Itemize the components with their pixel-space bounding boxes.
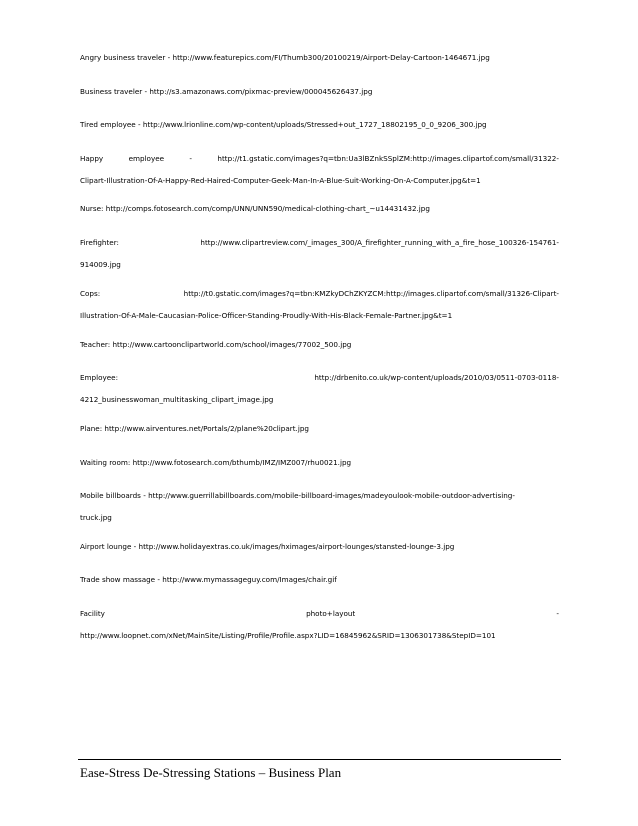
reference-word: Cops:: [80, 289, 101, 298]
footer-divider: [78, 759, 561, 760]
reference-text: truck.jpg: [80, 513, 112, 522]
reference-entry: [80, 574, 559, 586]
reference-word: photo+layout: [306, 609, 356, 618]
reference-text: Teacher: http://www.cartoonclipartworld.com/school/images/77002_500.jpg: [80, 340, 352, 349]
reference-word: http://t1.gstatic.com/images?q=tbn:Ua3lBZnkSSplZM:http://images.clipartof.com/small/31322-: [217, 154, 559, 163]
reference-line: [80, 288, 559, 300]
reference-text: 4212_businesswoman_multitasking_clipart_image.jpg: [80, 395, 274, 404]
reference-entry: [80, 288, 559, 322]
reference-line: [80, 372, 559, 384]
reference-word: -: [189, 154, 193, 163]
reference-entry: [80, 153, 559, 187]
reference-text: Angry business traveler - http://www.featurepics.com/FI/Thumb300/20100219/Airport-Delay-Cartoon-1464671.jpg: [80, 53, 490, 62]
reference-entry: [80, 237, 559, 271]
reference-word: Facility: [80, 609, 105, 618]
reference-word: http://t0.gstatic.com/images?q=tbn:KMZkyDChZKYZCM:http://images.clipartof.com/small/31326-Clipart-: [183, 289, 559, 298]
reference-word: Firefighter:: [80, 238, 119, 247]
reference-entry: [80, 52, 559, 64]
reference-entry: [80, 541, 559, 553]
reference-entry: [80, 457, 559, 469]
reference-entry: [80, 423, 559, 435]
reference-word: Employee:: [80, 373, 119, 382]
reference-line: [80, 608, 559, 620]
reference-text: Tired employee - http://www.lrionline.com/wp-content/uploads/Stressed+out_1727_18802195_0_0_9206_300.jpg: [80, 120, 487, 129]
reference-text: Plane: http://www.airventures.net/Portals/2/plane%20clipart.jpg: [80, 424, 309, 433]
reference-word: Happy: [80, 154, 104, 163]
reference-text: Illustration-Of-A-Male-Caucasian-Police-Officer-Standing-Proudly-With-His-Black-Female-Partner.jpg&t=1: [80, 311, 453, 320]
reference-entry: [80, 608, 559, 642]
reference-line: [80, 153, 559, 165]
reference-entry: [80, 490, 559, 524]
page-footer: Ease-Stress De-Stressing Stations – Business Plan: [80, 765, 342, 780]
reference-text: Clipart-Illustration-Of-A-Happy-Red-Haired-Computer-Geek-Man-In-A-Blue-Suit-Working-On-A-Computer.jpg&t=1: [80, 176, 481, 185]
reference-text: Airport lounge - http://www.holidayextras.co.uk/images/hximages/airport-lounges/stansted-lounge-3.jpg: [80, 542, 455, 551]
reference-line: [80, 237, 559, 249]
reference-word: employee: [128, 154, 165, 163]
reference-text: Business traveler - http://s3.amazonaws.com/pixmac-preview/000045626437.jpg: [80, 87, 373, 96]
reference-text: Waiting room: http://www.fotosearch.com/bthumb/IMZ/IMZ007/rhu0021.jpg: [80, 458, 352, 467]
reference-text: Mobile billboards - http://www.guerrillabillboards.com/mobile-billboard-images/madeyoulook-mobile-outdoor-advertising-: [80, 491, 515, 500]
reference-text: 914009.jpg: [80, 260, 121, 269]
reference-word: -: [556, 609, 559, 618]
reference-entry: [80, 372, 559, 406]
reference-text: Trade show massage - http://www.mymassageguy.com/Images/chair.gif: [80, 575, 337, 584]
reference-entry: [80, 119, 559, 131]
reference-entry: [80, 339, 559, 351]
reference-entry: [80, 203, 559, 215]
reference-text: Nurse: http://comps.fotosearch.com/comp/UNN/UNN590/medical-clothing-chart_~u14431432.jpg: [80, 204, 430, 213]
reference-word: http://www.clipartreview.com/_images_300/A_firefighter_running_with_a_fire_hose_100326-154761-: [200, 238, 559, 247]
reference-word: http://drbenito.co.uk/wp-content/uploads/2010/03/0511-0703-0118-: [314, 373, 559, 382]
reference-text: http://www.loopnet.com/xNet/MainSite/Listing/Profile/Profile.aspx?LID=16845962&SRID=1306301738&StepID=101: [80, 631, 496, 640]
reference-entry: [80, 86, 559, 98]
